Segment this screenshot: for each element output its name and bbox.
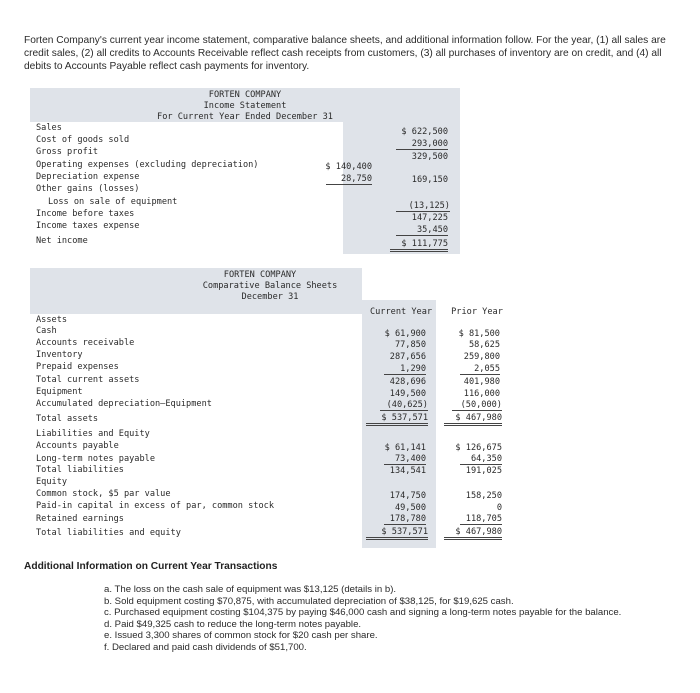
bs-label-accum-depreciation: Accumulated depreciation—Equipment: [36, 399, 212, 409]
bs-col-current-year: Current Year: [369, 307, 433, 317]
bs-col-prior-year: Prior Year: [451, 307, 503, 317]
bs-cur-accounts-receivable: 77,850: [394, 340, 426, 350]
bs-prior-total-liabilities: 191,025: [465, 466, 502, 476]
is-total-income-before-taxes: 147,225: [411, 213, 448, 223]
additional-item-c: c. Purchased equipment costing $104,375 by paying $46,000 cash and signing a long-term notes payable for the balance.: [104, 607, 622, 619]
is-total-gross-profit: 329,500: [411, 152, 448, 162]
bs-label-total-assets: Total assets: [36, 414, 99, 424]
bs-cur-equipment: 149,500: [389, 389, 426, 399]
bs-cur-paid-in-capital: 49,500: [394, 503, 426, 513]
additional-item-e: e. Issued 3,300 shares of common stock for $20 cash per share.: [104, 630, 378, 642]
bs-prior-inventory: 259,800: [463, 352, 500, 362]
is-total-loss-equipment: (13,125): [396, 201, 450, 212]
bs-label-assets: Assets: [36, 315, 68, 325]
bs-prior-paid-in-capital: 0: [496, 503, 502, 513]
bs-cur-cash: $ 61,900: [384, 329, 426, 339]
bs-prior-retained-earnings: 118,705: [460, 514, 502, 525]
bs-cur-common-stock: 174,750: [389, 491, 426, 501]
is-title: Income Statement: [203, 101, 287, 111]
bs-prior-total-current-assets: 401,980: [463, 377, 500, 387]
bs-cur-inventory: 287,656: [389, 352, 426, 362]
is-label-income-before-taxes: Income before taxes: [36, 209, 135, 219]
bs-label-liabilities-equity: Liabilities and Equity: [36, 429, 150, 439]
bs-label-accounts-payable: Accounts payable: [36, 441, 119, 451]
bs-prior-common-stock: 158,250: [465, 491, 502, 501]
bs-label-common-stock: Common stock, $5 par value: [36, 489, 171, 499]
is-sub-opex: $ 140,400: [325, 162, 372, 172]
is-label-opex: Operating expenses (excluding depreciation): [36, 160, 259, 170]
bs-prior-long-term-notes: 64,350: [460, 454, 502, 465]
bs-cur-total-liabilities-equity: $ 537,571: [366, 527, 428, 540]
bs-prior-prepaid: 2,055: [460, 364, 500, 375]
bs-prior-accum-depreciation: (50,000): [452, 400, 502, 411]
is-period: For Current Year Ended December 31: [157, 112, 333, 122]
bs-prior-total-assets: $ 467,980: [444, 413, 502, 426]
bs-label-long-term-notes: Long-term notes payable: [36, 454, 155, 464]
bs-prior-cash: $ 81,500: [458, 329, 500, 339]
bs-cur-total-current-assets: 428,696: [389, 377, 426, 387]
bs-label-total-liabilities-equity: Total liabilities and equity: [36, 528, 181, 538]
bs-label-retained-earnings: Retained earnings: [36, 514, 124, 524]
is-label-cogs: Cost of goods sold: [36, 135, 130, 145]
is-company: FORTEN COMPANY: [208, 90, 282, 100]
additional-info-title: Additional Information on Current Year Transactions: [24, 561, 278, 572]
bs-label-cash: Cash: [36, 326, 57, 336]
additional-info-list: [104, 584, 674, 654]
bs-label-accounts-receivable: Accounts receivable: [36, 338, 135, 348]
bs-label-paid-in-capital: Paid-in capital in excess of par, common stock: [36, 501, 274, 511]
bs-cur-retained-earnings: 178,780: [384, 514, 426, 525]
additional-item-d: d. Paid $49,325 cash to reduce the long-term notes payable.: [104, 618, 362, 630]
bs-label-equipment: Equipment: [36, 387, 83, 397]
is-total-income-taxes: 35,450: [396, 225, 448, 236]
is-total-cogs: 293,000: [396, 139, 448, 150]
bs-date: December 31: [241, 292, 299, 302]
bs-company: FORTEN COMPANY: [223, 270, 297, 280]
bs-prior-equipment: 116,000: [463, 389, 500, 399]
bs-label-prepaid: Prepaid expenses: [36, 362, 119, 372]
is-label-sales: Sales: [36, 123, 62, 133]
is-label-gross-profit: Gross profit: [36, 147, 99, 157]
bs-label-equity: Equity: [36, 477, 68, 487]
bs-label-total-current-assets: Total current assets: [36, 375, 140, 385]
is-label-net-income: Net income: [36, 236, 88, 246]
is-total-opex: 169,150: [411, 175, 448, 185]
bs-cur-total-liabilities: 134,541: [389, 466, 426, 476]
is-label-depreciation: Depreciation expense: [36, 172, 140, 182]
bs-label-total-liabilities: Total liabilities: [36, 465, 124, 475]
is-total-net-income: $ 111,775: [390, 239, 448, 252]
additional-item-a: a. The loss on the cash sale of equipment was $13,125 (details in b).: [104, 584, 397, 595]
is-label-other-gains: Other gains (losses): [36, 184, 140, 194]
intro-paragraph: Forten Company's current year income statement, comparative balance sheets, and additional information follow. For the year, (1) all sales are credit sales, (2) all credits to Accounts Receivable reflect cash receipts from customers, (3) all purchases of inventory are on credit, and (4) all debits to Accounts Payable reflect cash payments for inventory.: [24, 35, 666, 72]
bs-prior-total-liabilities-equity: $ 467,980: [444, 527, 502, 540]
additional-item-f: f. Declared and paid cash dividends of $51,700.: [104, 641, 307, 653]
bs-label-inventory: Inventory: [36, 350, 83, 360]
is-label-loss-equipment: Loss on sale of equipment: [48, 197, 178, 207]
bs-cur-total-assets: $ 537,571: [366, 413, 428, 426]
is-label-income-taxes: Income taxes expense: [36, 221, 140, 231]
bs-cur-prepaid: 1,290: [384, 364, 426, 375]
bs-title: Comparative Balance Sheets: [202, 281, 338, 291]
bs-cur-accounts-payable: $ 61,141: [384, 443, 426, 453]
bs-cur-accum-depreciation: (40,625): [380, 400, 428, 411]
bs-prior-accounts-receivable: 58,625: [468, 340, 500, 350]
is-total-sales: $ 622,500: [401, 127, 448, 137]
bs-prior-accounts-payable: $ 126,675: [455, 443, 502, 453]
is-sub-depreciation: 28,750: [326, 174, 372, 185]
additional-item-b: b. Sold equipment costing $70,875, with accumulated depreciation of $38,125, for $19,625 cash.: [104, 595, 514, 607]
bs-cur-long-term-notes: 73,400: [384, 454, 426, 465]
